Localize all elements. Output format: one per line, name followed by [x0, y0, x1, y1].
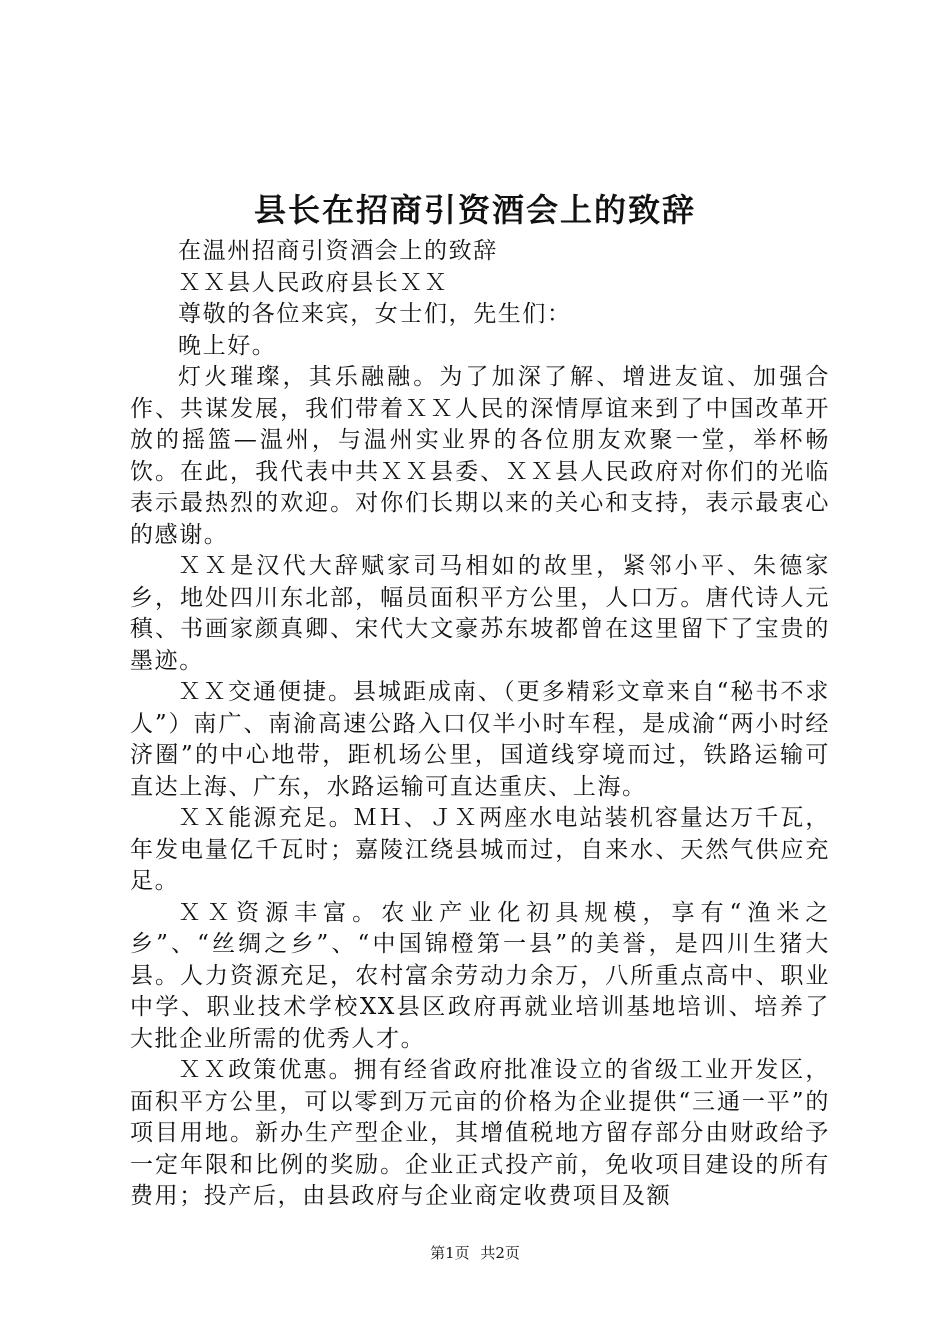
page-number: 第1页 [430, 1244, 470, 1262]
salutation-line: 尊敬的各位来宾，女士们，先生们： [178, 301, 572, 327]
page-total: 共2页 [480, 1244, 520, 1262]
paragraph: ＸＸ交通便捷。县城距成南、（更多精彩文章来自“秘书不求人”）南广、南渝高速公路入口仅半小时车程，是成渝“两小时经济圈”的中心地带，距机场公里，国道线穿境而过，铁路运输可直达上海、广东，水路运输可直达重庆、上海。 [130, 679, 830, 800]
paragraph: 灯火璀璨，其乐融融。为了加深了解、增进友谊、加强合作、共谋发展，我们带着ＸＸ人民的深情厚谊来到了中国改革开放的摇篮—温州，与温州实业界的各位朋友欢聚一堂，举杯畅饮。在此，我代表中共ＸＸ县委、ＸＸ县人民政府对你们的光临表示最热烈的欢迎。对你们长期以来的关心和支持，表示最衷心的感谢。 [130, 364, 830, 548]
page-footer [0, 1243, 950, 1263]
paragraph: ＸＸ资源丰富。农业产业化初具规模，享有“渔米之乡”、“丝绸之乡”、“中国锦橙第一县”的美誉，是四川生猪大县。人力资源充足，农村富余劳动力余万，八所重点高中、职业中学、职业技术学校XX县区政府再就业培训基地培训、培养了大批企业所需的优秀人才。 [130, 899, 830, 1052]
speaker-line: ＸＸ县人民政府县长ＸＸ [178, 269, 449, 296]
greeting-line: 晚上好。 [178, 332, 277, 359]
paragraph: ＸＸ政策优惠。拥有经省政府批准设立的省级工业开发区，面积平方公里，可以零到万元亩的价格为企业提供“三通一平”的项目用地。新办生产型企业，其增值税地方留存部分由财政给予一定年限和比例的奖励。企业正式投产前，免收项目建设的所有费用；投产后，由县政府与企业商定收费项目及额 [130, 1057, 830, 1209]
paragraph: ＸＸ是汉代大辞赋家司马相如的故里，紧邻小平、朱德家乡，地处四川东北部，幅员面积平方公里，人口万。唐代诗人元稹、书画家颜真卿、宋代大文豪苏东坡都曾在这里留下了宝贵的墨迹。 [130, 553, 830, 674]
subtitle-line: 在温州招商引资酒会上的致辞 [178, 238, 498, 264]
document-body [130, 236, 830, 1213]
document-title: 县长在招商引资酒会上的致辞 [253, 191, 696, 229]
paragraph: ＸＸ能源充足。ＭＨ、ＪＸ两座水电站装机容量达万千瓦，年发电量亿千瓦时；嘉陵江绕县城而过，自来水、天然气供应充足。 [130, 805, 830, 894]
